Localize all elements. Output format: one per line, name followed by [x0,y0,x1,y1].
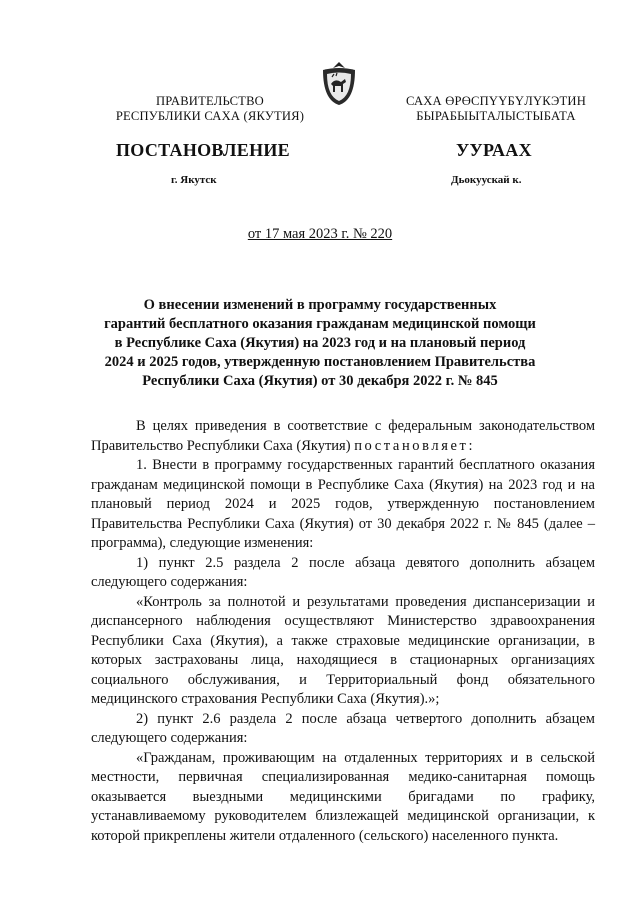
city-ru: г. Якутск [171,174,217,186]
title-line: гарантий бесплатного оказания гражданам медицинской помощи [104,316,536,332]
title-line: Республики Саха (Якутия) от 30 декабря 2022 г. № 845 [142,373,498,389]
paragraph-item-1: 1. Внести в программу государственных гарантий бесплатного оказания гражданам медицинской помощи в Республике Саха (Якутия) на 2023 год и на плановый период 2024 и 2025 годов, утвержденную постановлением Правительства Республики Саха (Якутия) от 30 декабря 2022 г. № 845 (далее – программа), следующие изменения: [91,457,595,551]
paragraph-subitem-1: 1) пункт 2.5 раздела 2 после абзаца девятого дополнить абзацем следующего содержания: [91,554,595,590]
government-header-ru [108,94,312,124]
title-line: О внесении изменений в программу государственных [143,297,497,313]
title-line: в Республике Саха (Якутия) на 2023 год и на плановый период [114,335,526,351]
paragraph-quote-2: «Гражданам, проживающим на отдаленных территориях и в сельской местности, первичная специализированная медико-санитарная помощь оказывается выездными медицинскими бригадами по графику, устанавливаемому руководителем близлежащей медицинской организации, к которой прикреплены жители отдаленного (сельского) населенного пункта. [91,749,595,844]
header-ru-line1: ПРАВИТЕЛЬСТВО [156,94,264,108]
document-title [100,296,540,391]
title-line: 2024 и 2025 годов, утвержденную постановлением Правительства [104,354,536,370]
doc-type-sakha: УУРААХ [456,140,532,160]
date-number: от 17 мая 2023 г. № 220 [247,226,393,242]
header-sakha-line1: САХА ӨРӨСПҮҮБҮЛҮКЭТИН [406,94,586,108]
document-body [91,417,595,846]
header-sakha-line2: БЫРАБЫЫТАЛЫСТЫБАТА [416,109,576,123]
coat-of-arms-emblem [318,60,360,106]
paragraph-quote-1: «Контроль за полнотой и результатами проведения диспансеризации и диспансерного наблюдения осуществляют Министерство здравоохранения Республики Саха (Якутия), а также страховые медицинские организации, в которых застрахованы лица, находящиеся в стационарных организациях социального обслуживания, и Территориальный фонд обязательного медицинского страхования Республики Саха (Якутия).»; [91,593,595,707]
government-header-sakha [396,94,596,124]
paragraph-preamble [91,417,595,456]
paragraph-subitem-2: 2) пункт 2.6 раздела 2 после абзаца четвертого дополнить абзацем следующего содержания: [91,710,595,746]
doc-type-ru: ПОСТАНОВЛЕНИЕ [116,140,290,160]
preamble-text: В целях приведения в соответствие с федеральным законодательством Правительство Республики Саха (Якутия) [91,418,595,454]
header-ru-line2: РЕСПУБЛИКИ САХА (ЯКУТИЯ) [115,109,305,123]
city-sakha: Дьокуускай к. [451,174,522,186]
resolves-word: постановляет: [354,437,476,454]
